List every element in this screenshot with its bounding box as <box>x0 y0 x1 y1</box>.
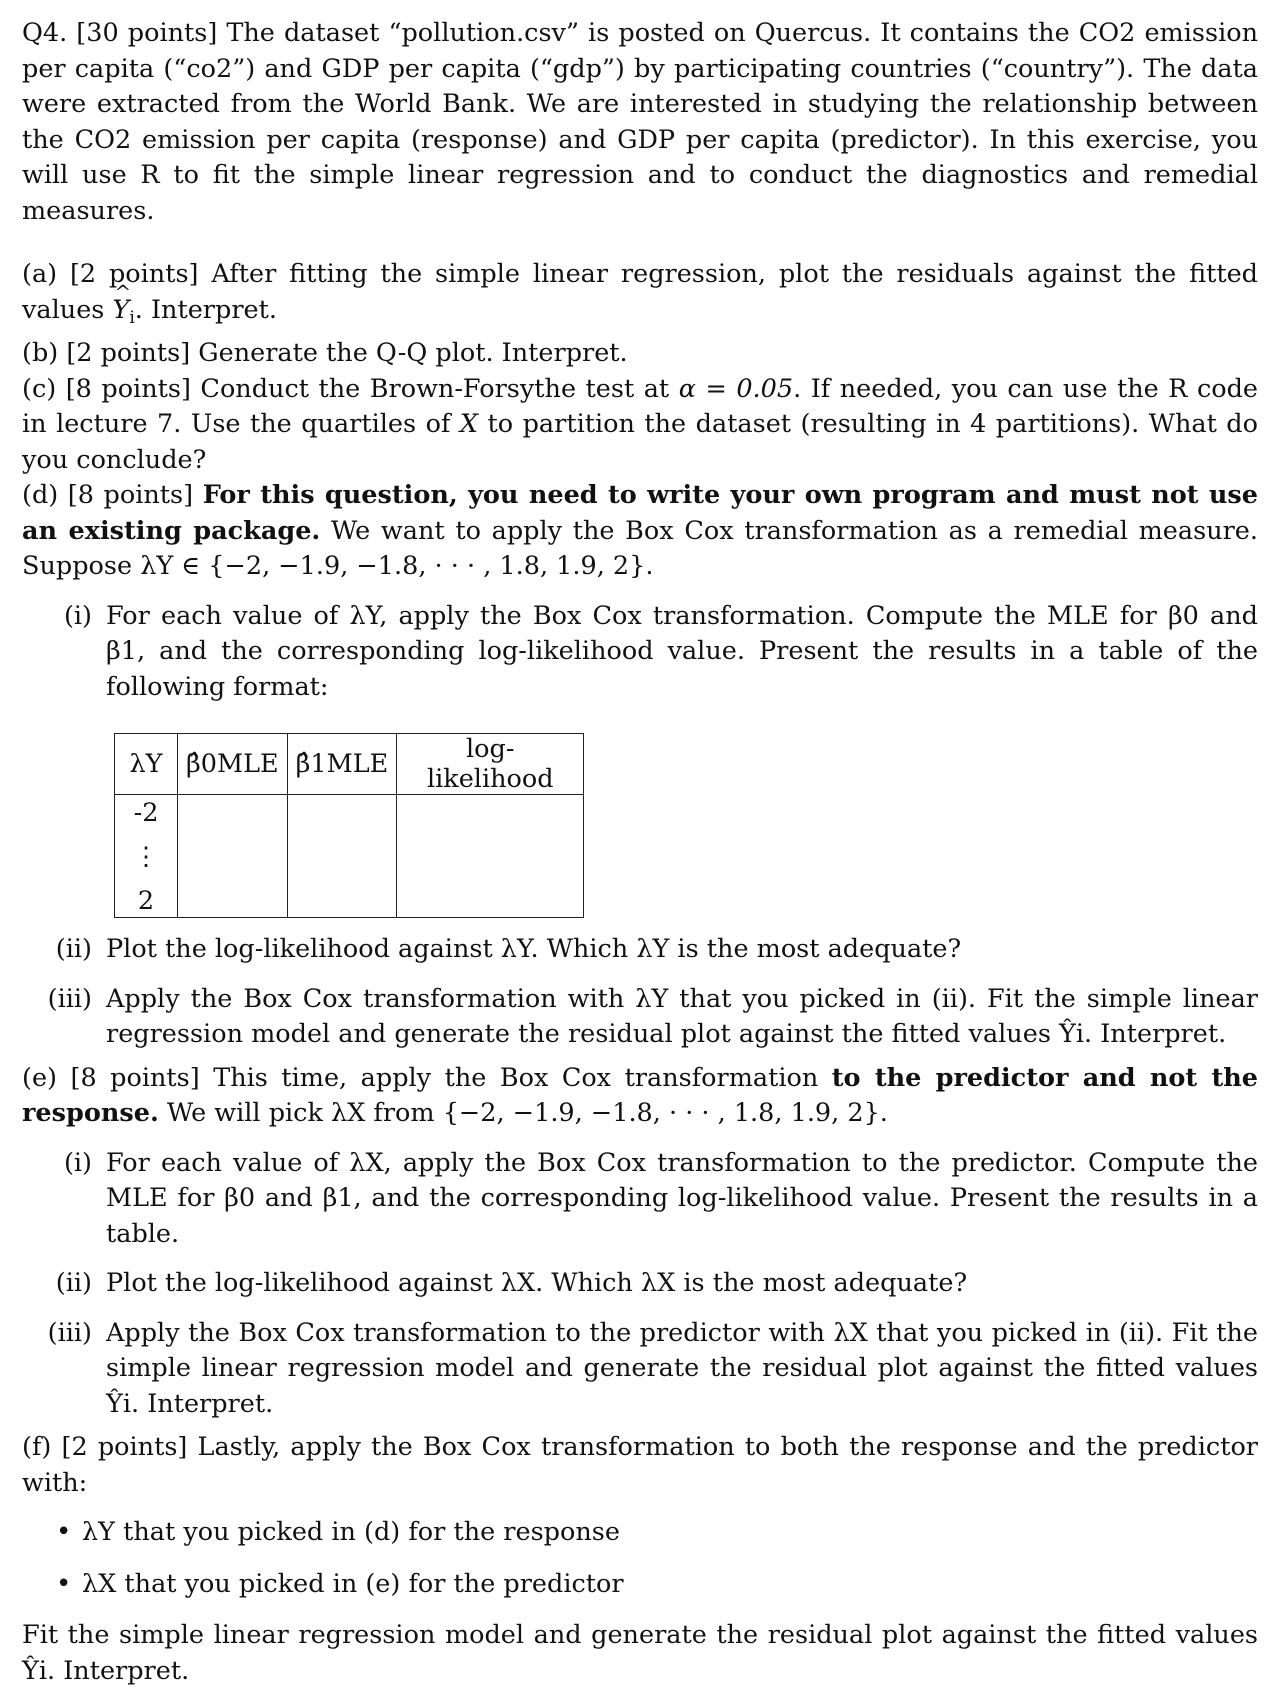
part-d-i <box>22 599 1258 706</box>
row-ellipsis: ⋮ <box>115 829 178 885</box>
part-d-mid: We want to apply the Box Cox transformation as a remedial measure. Suppose <box>22 515 1258 581</box>
empty-cell <box>178 795 288 830</box>
results-format-table <box>114 733 584 918</box>
table-row <box>115 829 584 885</box>
row-first-lambda: -2 <box>115 795 178 830</box>
part-d-i-label: (i) <box>63 600 92 631</box>
y-hat-letter: Y <box>112 294 130 325</box>
part-d-i-text: For each value of λY, apply the Box Cox transformation. Compute the MLE for β0 and β1, and the corresponding log-likelihood value. Present the results in a table of the following format: <box>106 600 1258 702</box>
part-e-i <box>22 1146 1258 1253</box>
header-log-likelihood: log-likelihood <box>397 734 584 795</box>
table-row <box>115 795 584 830</box>
part-d-iii <box>22 982 1258 1053</box>
row-last-lambda: 2 <box>115 885 178 918</box>
lambda-y-set: λY ∈ {−2, −1.9, −1.8, · · · , 1.8, 1.9, 2}. <box>140 551 654 581</box>
part-d-bold-instruction: For this question, you need to write your own program and must not use an existing package. <box>22 480 1259 546</box>
part-e-iii <box>22 1316 1258 1423</box>
part-d-iii-text: Apply the Box Cox transformation with λY that you picked in (ii). Fit the simple linear regression model and generate the residual plot against the fitted values Ŷi. Interpret. <box>106 983 1258 1049</box>
y-hat-subscript: i <box>129 307 135 328</box>
part-e <box>22 1061 1258 1132</box>
empty-cell <box>178 829 288 885</box>
part-a <box>22 257 1258 336</box>
part-e-tail: We will pick λX from {−2, −1.9, −1.8, · · · , 1.8, 1.9, 2}. <box>166 1098 888 1128</box>
part-d-ii <box>22 932 1258 968</box>
empty-cell <box>397 885 584 918</box>
part-b: (b) [2 points] Generate the Q-Q plot. Interpret. <box>22 338 628 368</box>
list-item: • λY that you picked in (d) for the response <box>82 1515 1258 1551</box>
part-c <box>22 372 1258 479</box>
y-hat-symbol <box>112 293 129 329</box>
empty-cell <box>287 829 397 885</box>
empty-cell <box>178 885 288 918</box>
question-intro: Q4. [30 points] The dataset “pollution.csv” is posted on Quercus. It contains the CO2 emission per capita (“co2”) and GDP per capita (“gdp”) by participating countries (“country”). The data were extracted from the World Bank. We are interested in studying the relationship between the CO2 emission per capita (response) and GDP per capita (predictor). In this exercise, you will use R to fit the simple linear regression and to conduct the diagnostics and remedial measures. <box>22 18 1258 226</box>
part-a-tail: . Interpret. <box>134 294 277 325</box>
part-d-iii-label: (iii) <box>47 983 92 1014</box>
list-item: • λX that you picked in (e) for the predictor <box>82 1567 1258 1603</box>
table-header-row <box>115 734 584 795</box>
alpha-value: α = 0.05 <box>678 373 794 404</box>
empty-cell <box>287 885 397 918</box>
header-beta0-mle: β̂0MLE <box>178 734 288 795</box>
part-e-iii-label: (iii) <box>47 1317 92 1348</box>
part-c-tail: to partition the dataset (resulting in 4 partitions). What do you conclude? <box>22 409 1258 475</box>
part-a-lead: (a) [2 points] After fitting the simple linear regression, plot the residuals against the fitted values <box>22 259 1258 325</box>
part-d-ii-label: (ii) <box>55 934 92 964</box>
empty-cell <box>287 795 397 830</box>
part-f-tail: Fit the simple linear regression model and generate the residual plot against the fitted values Ŷi. Interpret. <box>22 1620 1258 1686</box>
header-beta1-mle: β̂1MLE <box>287 734 397 795</box>
part-e-ii-label: (ii) <box>55 1268 92 1298</box>
part-f-bullets <box>22 1515 1258 1602</box>
part-e-i-label: (i) <box>63 1147 92 1178</box>
header-lambda-y: λY <box>115 734 178 795</box>
table-row <box>115 885 584 918</box>
part-e-ii-text: Plot the log-likelihood against λX. Which λX is the most adequate? <box>106 1268 968 1298</box>
part-f: (f) [2 points] Lastly, apply the Box Cox transformation to both the response and the predictor with: <box>22 1432 1258 1498</box>
x-symbol: X <box>459 409 479 439</box>
part-d-ii-text: Plot the log-likelihood against λY. Which λY is the most adequate? <box>106 934 962 964</box>
part-e-iii-text: Apply the Box Cox transformation to the predictor with λX that you picked in (ii). Fit the simple linear regression model and generate the residual plot against the fitted values Ŷi. Interpret. <box>106 1317 1258 1419</box>
part-e-lead: (e) [8 points] This time, apply the Box Cox transformation <box>22 1062 819 1093</box>
part-c-mid: . If needed, you can use the R code in lecture 7. Use the quartiles of <box>22 373 1258 439</box>
part-e-ii <box>22 1266 1258 1302</box>
empty-cell <box>397 829 584 885</box>
part-e-bold-instruction: to the predictor and not the response. <box>22 1062 1259 1128</box>
part-d <box>22 478 1258 585</box>
part-e-i-text: For each value of λX, apply the Box Cox transformation to the predictor. Compute the MLE for β0 and β1, and the corresponding log-likelihood value. Present the results in a table. <box>106 1147 1258 1249</box>
part-d-lead: (d) [8 points] <box>22 480 194 510</box>
part-c-lead: (c) [8 points] Conduct the Brown-Forsythe test at <box>22 373 670 404</box>
empty-cell <box>397 795 584 830</box>
